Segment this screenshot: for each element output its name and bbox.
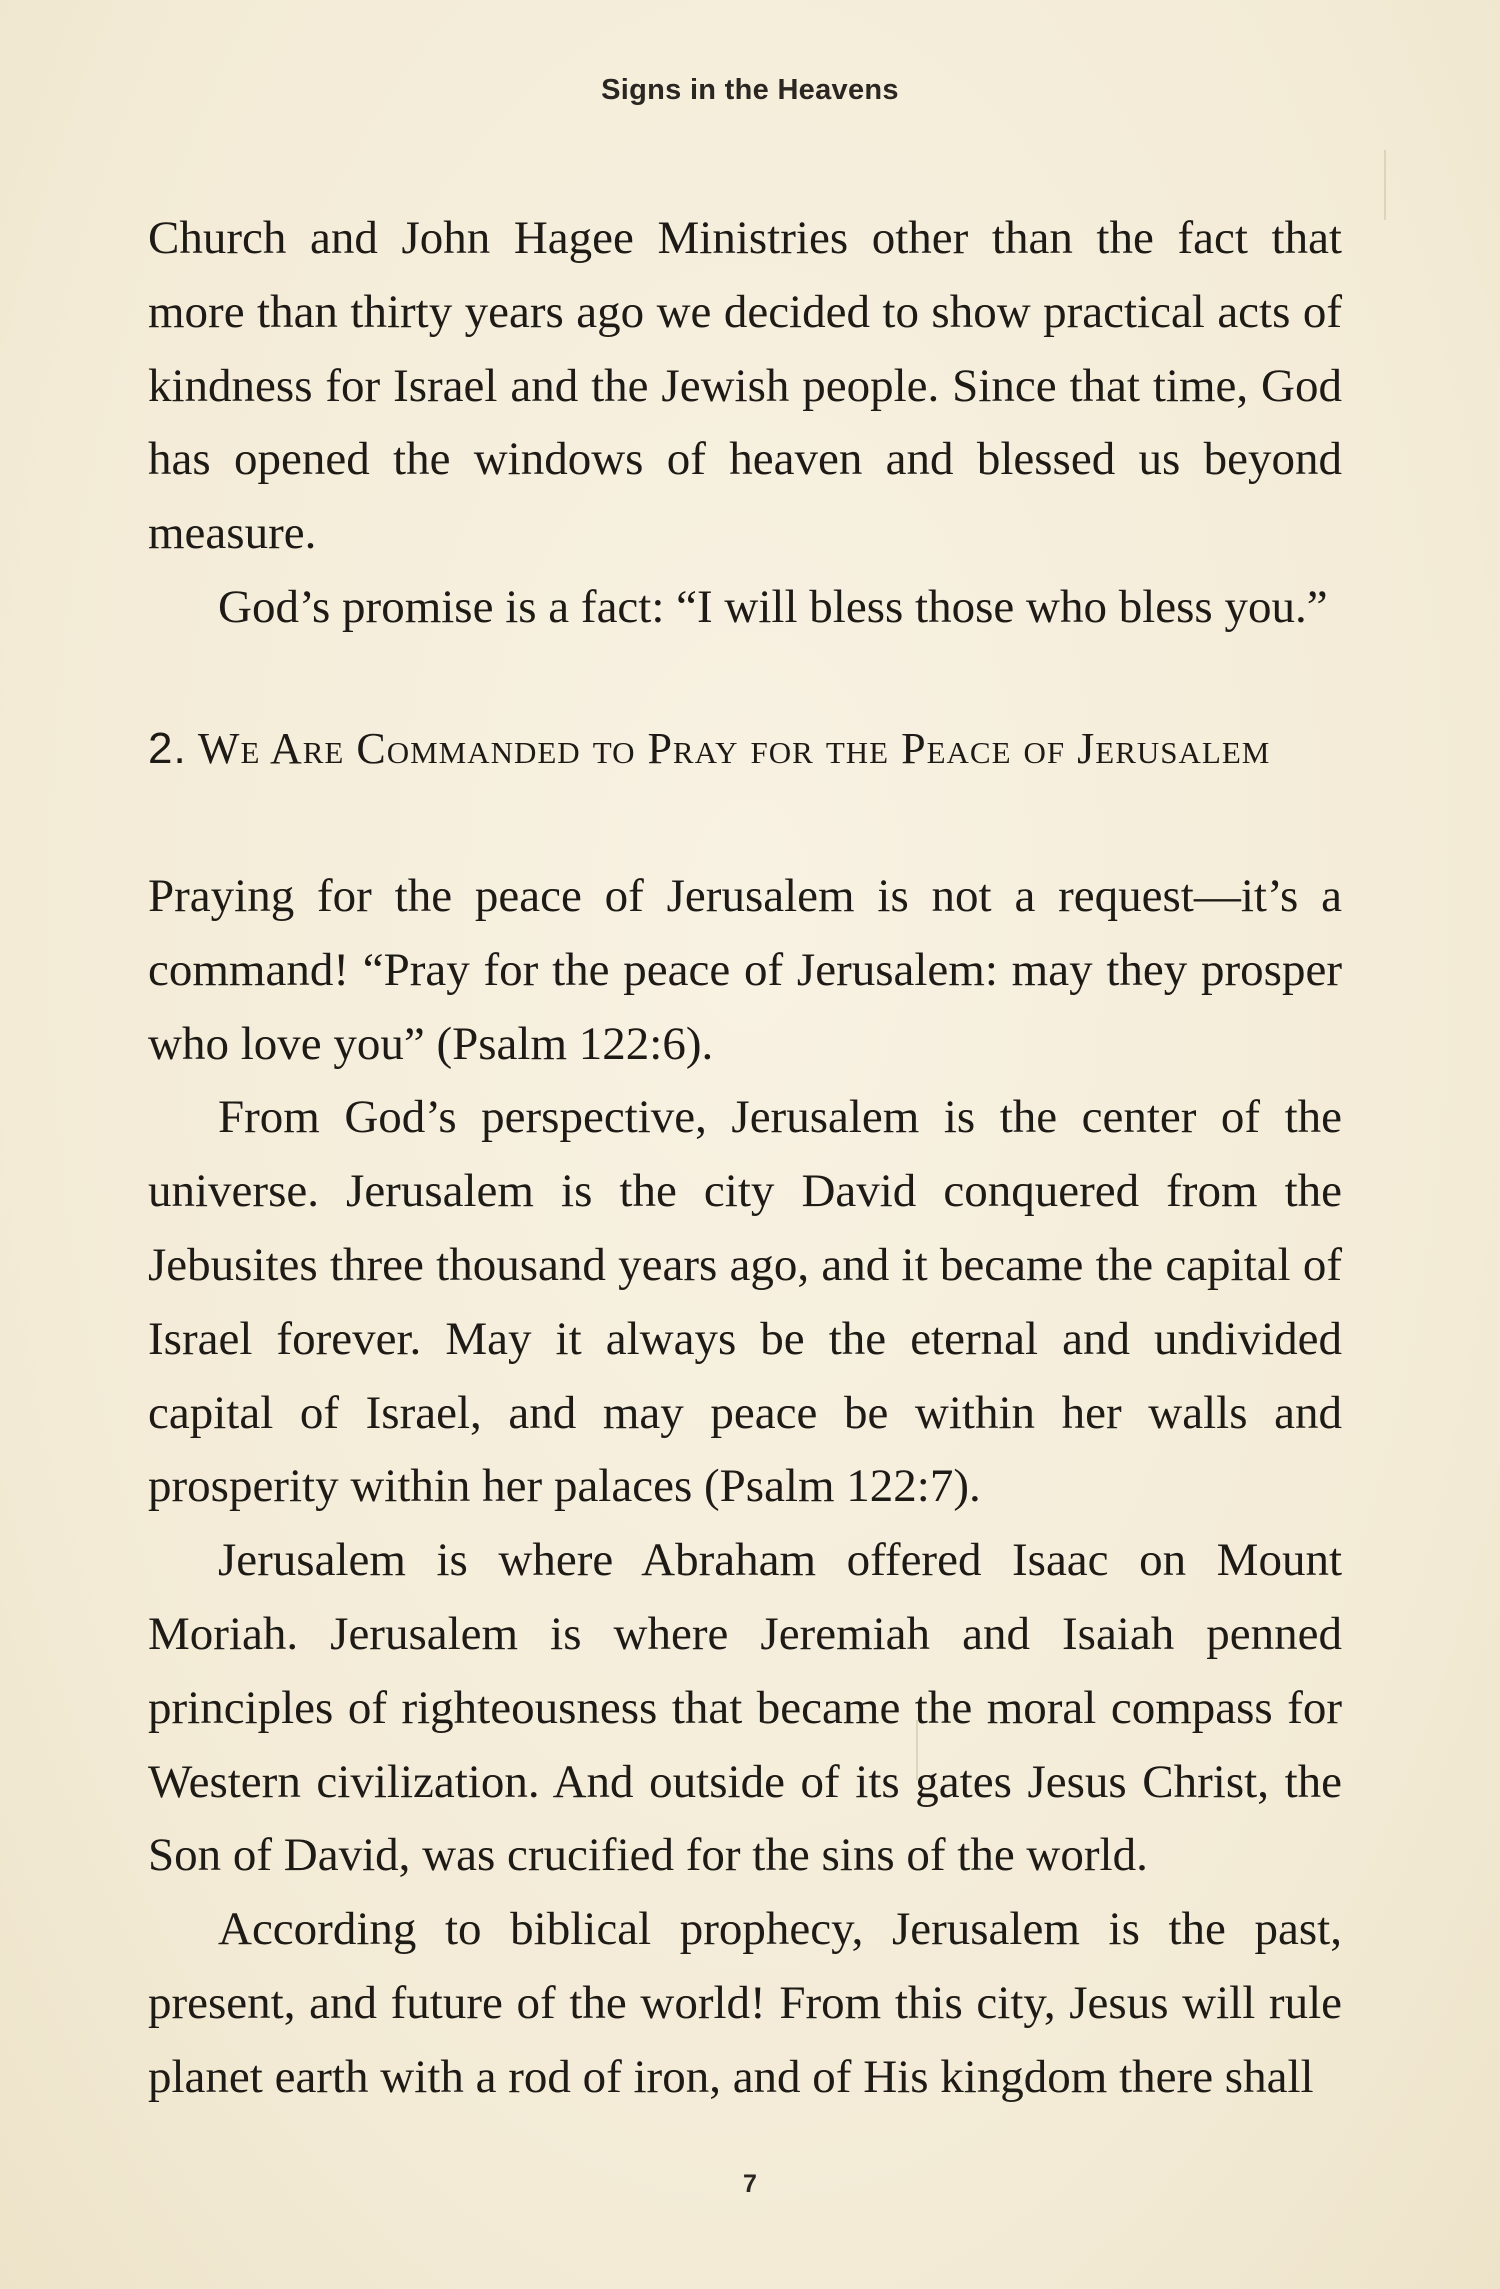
paragraph: According to biblical prophecy, Jerusalem is the past, present, and future of the world! From this city, Jesus will rule planet earth with a rod of iron, and of His kingdom there shall bbox=[148, 1903, 1342, 2103]
section-title: We Are Commanded to Pray for the Peace of Jerusalem bbox=[197, 724, 1271, 773]
intro-text-block bbox=[148, 202, 1342, 645]
running-head: Signs in the Heavens bbox=[601, 74, 899, 106]
paragraph: From God’s perspective, Jerusalem is the center of the universe. Jerusalem is the city David conquered from the Jebusites three thousand years ago, and it became the capital of Israel forever. May it always be the eternal and undivided capital of Israel, and may peace be within her walls and prosperity within her palaces (Psalm 122:7). bbox=[148, 1091, 1342, 1513]
section-text-block bbox=[148, 860, 1342, 2115]
section-number: 2. bbox=[148, 724, 187, 773]
paragraph: Church and John Hagee Ministries other than the fact that more than thirty years ago we decided to show practical acts of kindness for Israel and the Jewish people. Since that time, God has opened the windows of heaven and blessed us beyond measure. bbox=[148, 212, 1342, 560]
scan-artifact-line bbox=[1384, 150, 1386, 220]
page-number: 7 bbox=[743, 2170, 757, 2198]
paragraph: Jerusalem is where Abraham offered Isaac on Mount Moriah. Jerusalem is where Jeremiah and Isaiah penned principles of righteousness that became the moral compass for Western civilization. And outside of its gates Jesus Christ, the Son of David, was crucified for the sins of the world. bbox=[148, 1534, 1342, 1882]
section-heading bbox=[148, 712, 1342, 786]
paragraph: Praying for the peace of Jerusalem is not a request—it’s a command! “Pray for the peace of Jerusalem: may they prosper who love you” (Psalm 122:6). bbox=[148, 870, 1342, 1070]
paragraph: God’s promise is a fact: “I will bless those who bless you.” bbox=[218, 580, 1328, 633]
